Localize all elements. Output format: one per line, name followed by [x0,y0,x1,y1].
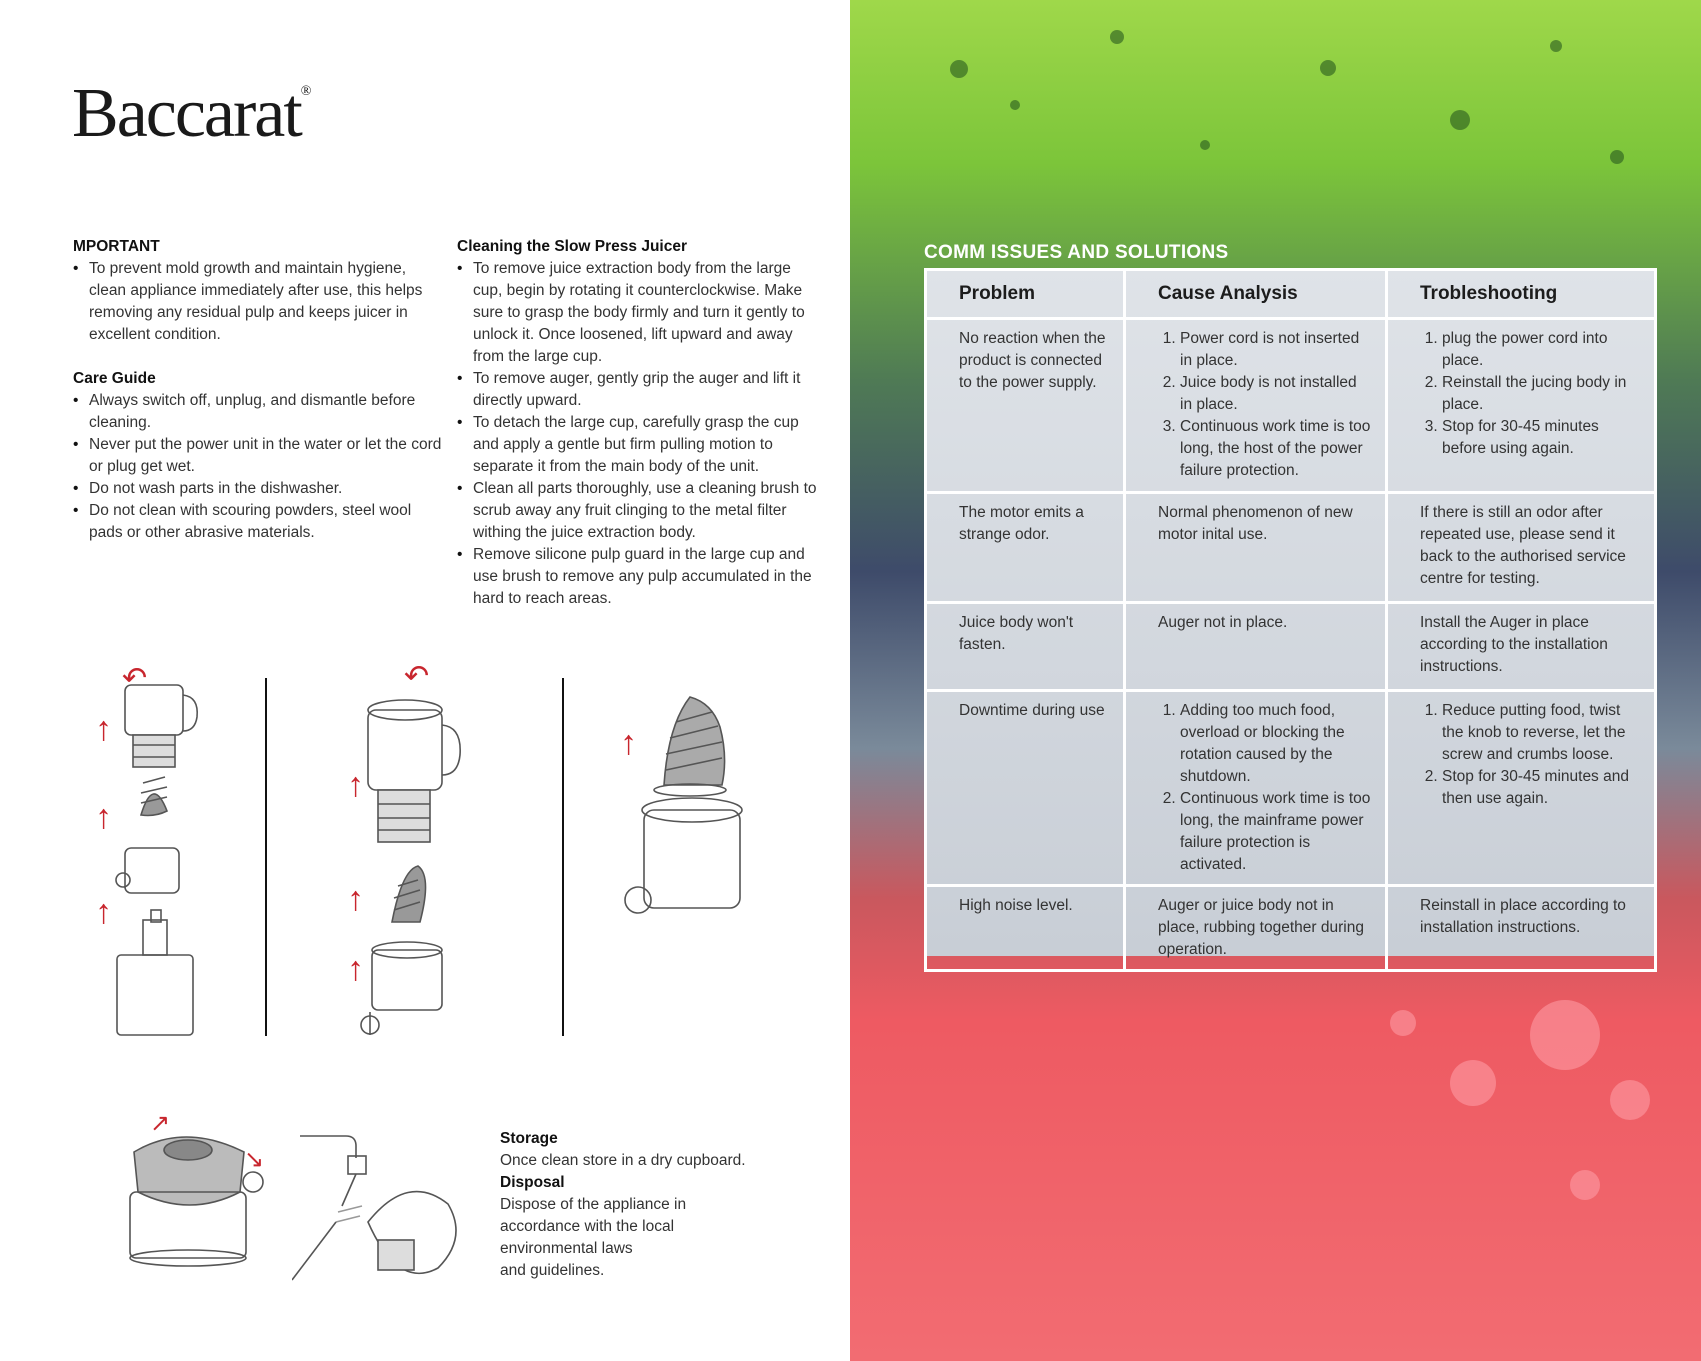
juice-bubble [1110,30,1124,44]
fix-cell: Reinstall in place according to installation instructions. [1387,886,1656,971]
divider [265,678,267,1036]
list-item: • To remove auger, gently grip the auger and lift it directly upward. [473,368,817,412]
list-item: • Do not clean with scouring powders, steel wool pads or other abrasive materials. [89,500,443,544]
disposal-heading: Disposal [500,1174,565,1191]
up-arrow-icon: ↑ [347,950,364,988]
care-column [73,236,443,544]
list-item: 1. Reduce putting food, twist the knob to reverse, let the screw and crumbs loose. [1442,700,1640,766]
up-arrow-icon: ↑ [620,724,637,762]
list-item: 3. Stop for 30-45 minutes before using again. [1442,416,1640,460]
list-item: • Clean all parts thoroughly, use a cleaning brush to scrub away any fruit clinging to the metal filter withing the juice extraction body. [473,478,817,544]
important-list [73,258,443,346]
cleaning-heading: Cleaning the Slow Press Juicer [457,238,687,255]
cause-cell: Normal phenomenon of new motor inital use. [1125,493,1387,603]
juice-bubble [1450,1060,1496,1106]
fix-cell: Install the Auger in place according to the installation instructions. [1387,603,1656,691]
list-item: • To prevent mold growth and maintain hygiene, clean appliance immediately after use, this helps removing any residual pulp and keeps juicer in excellent condition. [89,258,443,346]
list-item: 1. Power cord is not inserted in place. [1180,328,1371,372]
list-item: • Remove silicone pulp guard in the large cup and use brush to remove any pulp accumulated in the hard to reach areas. [473,544,817,610]
juice-bubble [1320,60,1336,76]
juicer-parts-illustration [340,680,480,1055]
table-header-row [926,270,1656,319]
rotate-arrow-icon: ↘ [244,1146,265,1173]
rotate-arrow-icon: ↶ [122,662,148,695]
up-arrow-icon: ↑ [347,880,364,918]
fix-cell [1387,691,1656,886]
list-item: • Always switch off, unplug, and dismantle before cleaning. [89,390,443,434]
juice-bubble [1550,40,1562,52]
issues-title: COMM ISSUES AND SOLUTIONS [924,242,1229,263]
storage-text: Once clean store in a dry cupboard. [500,1152,746,1169]
motor-base-illustration [118,1112,278,1267]
juice-bubble [1200,140,1210,150]
problem-cell: High noise level. [926,886,1125,971]
list-item: 3. Continuous work time is too long, the host of the power failure protection. [1180,416,1371,482]
table-row [926,603,1656,691]
problem-cell: Juice body won't fasten. [926,603,1125,691]
left-page [0,0,850,1361]
rotate-arrow-icon: ↶ [404,660,430,693]
important-heading: MPORTANT [73,238,160,255]
juicer-disassembly-illustration [95,662,245,1060]
up-arrow-icon: ↑ [95,798,112,836]
cleaning-brush-illustration [292,1122,467,1287]
table-row [926,493,1656,603]
juice-bubble [1610,150,1624,164]
care-guide-heading: Care Guide [73,370,156,387]
list-item: 2. Juice body is not installed in place. [1180,372,1371,416]
list-item: 2. Continuous work time is too long, the mainframe power failure protection is activated. [1180,788,1371,876]
juice-bubble [1010,100,1020,110]
list-item: • To remove juice extraction body from the large cup, begin by rotating it counterclockwise. Make sure to grasp the body firmly and turn it gently to unlock it. Once loosened, lift upward and away from the large cup. [473,258,817,368]
table-row [926,691,1656,886]
header-troubleshooting: Trobleshooting [1387,270,1656,319]
care-guide-list [73,390,443,544]
table-row [926,319,1656,493]
list-item: 2. Reinstall the jucing body in place. [1442,372,1640,416]
cause-cell: Auger or juice body not in place, rubbing together during operation. [1125,886,1387,971]
list-item: 1. Adding too much food, overload or blocking the rotation caused by the shutdown. [1180,700,1371,788]
disposal-line: and guidelines. [500,1262,605,1279]
storage-section [500,1128,800,1282]
disposal-line: accordance with the local [500,1218,675,1235]
list-item: 1. plug the power cord into place. [1442,328,1640,372]
auger-cup-illustration [620,690,760,935]
problem-cell: No reaction when the product is connected to the power supply. [926,319,1125,493]
header-cause: Cause Analysis [1125,270,1387,319]
list-item: 2. Stop for 30-45 minutes and then use again. [1442,766,1640,810]
cause-cell: Auger not in place. [1125,603,1387,691]
juice-bubble [1610,1080,1650,1120]
juice-bubble [1530,1000,1600,1070]
storage-heading: Storage [500,1130,558,1147]
up-arrow-icon: ↑ [347,766,364,804]
cause-cell [1125,691,1387,886]
disposal-line: environmental laws [500,1240,633,1257]
up-arrow-icon: ↑ [95,710,112,748]
list-item: • Never put the power unit in the water or let the cord or plug get wet. [89,434,443,478]
table-row [926,886,1656,971]
rotate-arrow-icon: ↗ [150,1110,171,1137]
problem-cell: Downtime during use [926,691,1125,886]
cause-cell [1125,319,1387,493]
juice-bubble [1450,110,1470,130]
juice-bubble [950,60,968,78]
juice-bubble [1390,1010,1416,1036]
cleaning-column [457,236,817,610]
issues-table [924,268,1654,956]
header-problem: Problem [926,270,1125,319]
problem-cell: The motor emits a strange odor. [926,493,1125,603]
list-item: • Do not wash parts in the dishwasher. [89,478,443,500]
disposal-line: Dispose of the appliance in [500,1196,687,1213]
brand-logo: Baccarat® [72,75,310,152]
divider [562,678,564,1036]
juice-bubble [1570,1170,1600,1200]
list-item: • To detach the large cup, carefully grasp the cup and apply a gentle but firm pulling motion to separate it from the main body of the unit. [473,412,817,478]
up-arrow-icon: ↑ [95,893,112,931]
fix-cell: If there is still an odor after repeated use, please send it back to the authorised service centre for testing. [1387,493,1656,603]
fix-cell [1387,319,1656,493]
cleaning-list [457,258,817,610]
